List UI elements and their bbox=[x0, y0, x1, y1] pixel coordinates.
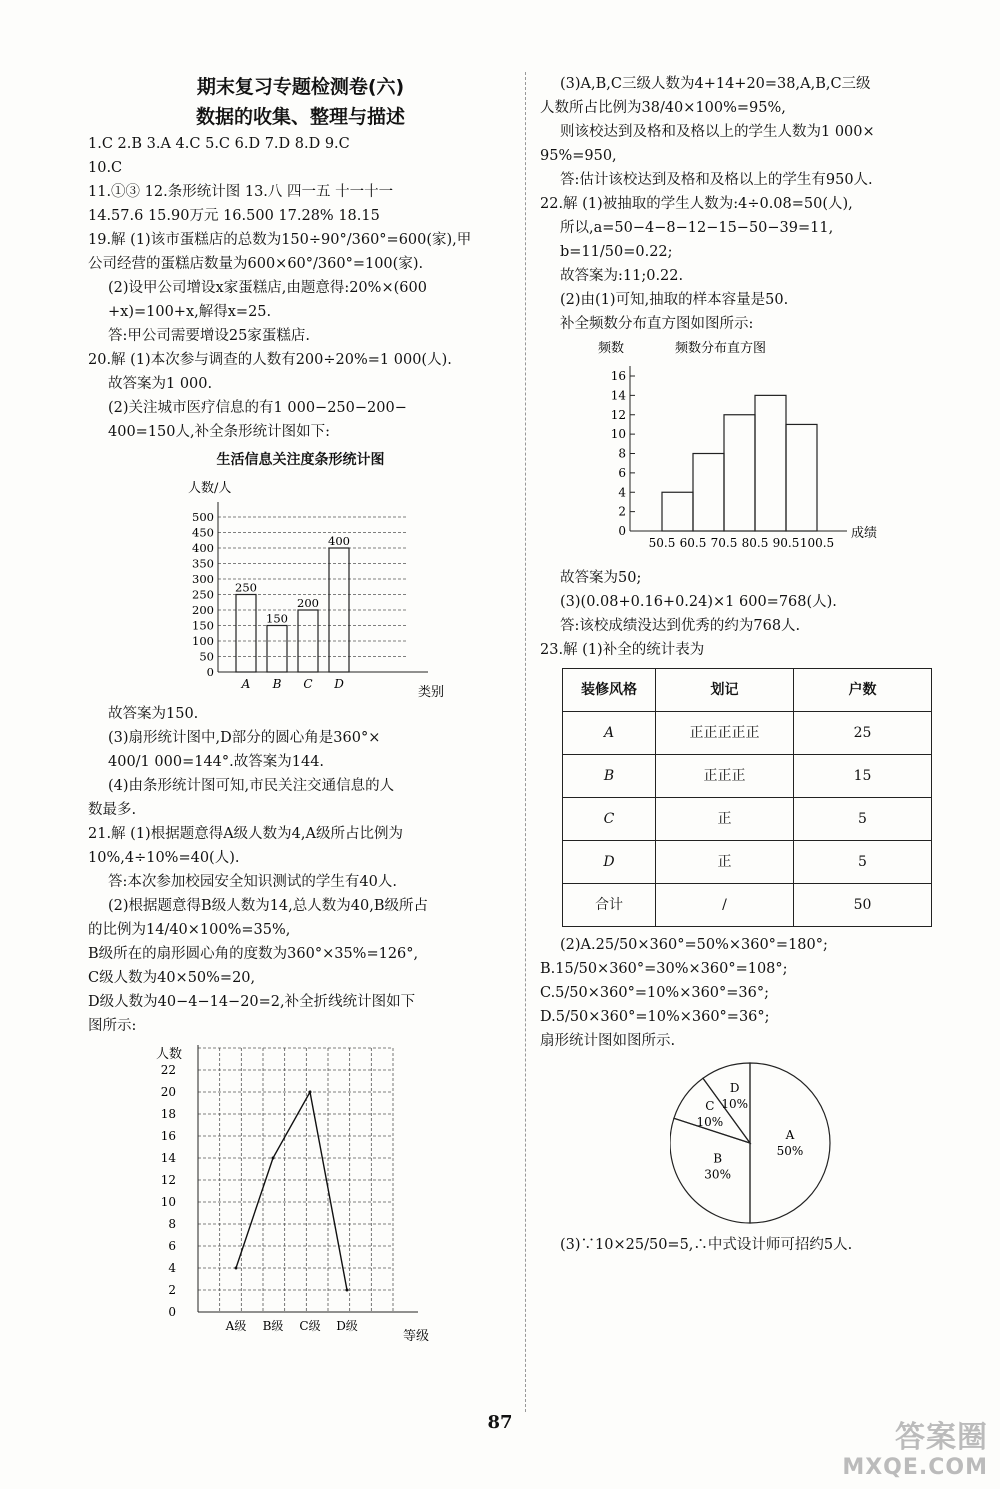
table-cell: C bbox=[563, 798, 656, 841]
text-line: b=11/50=0.22; bbox=[560, 244, 673, 260]
text-line: (3)扇形统计图中,D部分的圆心角是360°× bbox=[108, 730, 381, 746]
text-line: C.5/50×360°=10%×360°=36°; bbox=[540, 985, 770, 1001]
x-tick-label: 100.5 bbox=[799, 536, 835, 550]
table-cell: D bbox=[563, 841, 656, 884]
x-tick-label: A bbox=[241, 677, 251, 691]
table-header-row bbox=[563, 669, 932, 712]
column-divider bbox=[525, 72, 526, 1412]
left-text-block bbox=[88, 132, 513, 444]
text-line: 公司经营的蛋糕店数量为600×60°/360°=100(家). bbox=[88, 256, 424, 272]
table-body bbox=[563, 712, 932, 927]
right-text-block-2 bbox=[540, 566, 965, 662]
x-tick-label: A级 bbox=[225, 1319, 247, 1333]
histogram-bar bbox=[724, 415, 755, 531]
text-line: (2)根据题意得B级人数为14,总人数为40,B级所占 bbox=[108, 898, 428, 914]
watermark-line-1: 答案圈 bbox=[895, 1420, 988, 1455]
y-tick-label: 500 bbox=[192, 510, 214, 524]
table-cell: 正正正 bbox=[656, 755, 794, 798]
text-line: 10.C bbox=[88, 160, 123, 176]
text-line: 10%,4÷10%=40(人). bbox=[88, 850, 240, 866]
y-tick-label: 450 bbox=[192, 525, 214, 540]
bar-value-label: 250 bbox=[235, 580, 257, 595]
y-tick-label: 8 bbox=[168, 1217, 176, 1231]
text-line: 14.57.6 15.90万元 16.500 17.28% 18.15 bbox=[88, 208, 380, 224]
text-line: B级所在的扇形圆心角的度数为360°×35%=126°, bbox=[88, 946, 419, 962]
left-column bbox=[88, 72, 513, 1342]
x-tick-label: 70.5 bbox=[710, 536, 738, 550]
page-subtitle: 数据的收集、整理与描述 bbox=[195, 106, 405, 128]
text-line: (3)A,B,C三级人数为4+14+20=38,A,B,C三级 bbox=[560, 76, 871, 92]
text-line: 11.①③ 12.条形统计图 13.八 四一五 十一十一 bbox=[88, 184, 394, 200]
text-line: 答:甲公司需要增设25家蛋糕店. bbox=[108, 328, 310, 344]
y-tick-label: 300 bbox=[192, 572, 214, 586]
x-tick-label: D级 bbox=[336, 1319, 358, 1333]
text-line: 的比例为14/40×100%=35%, bbox=[88, 922, 291, 938]
y-tick-label: 250 bbox=[192, 587, 214, 602]
bar-value-label: 200 bbox=[297, 596, 319, 610]
y-axis-label: 人数 bbox=[156, 1047, 183, 1062]
histogram-bar bbox=[755, 395, 786, 531]
table-cell: 合计 bbox=[563, 884, 656, 927]
text-line: (2)关注城市医疗信息的有1 000−250−200− bbox=[108, 400, 407, 416]
bar bbox=[267, 626, 287, 673]
x-tick-label: B级 bbox=[262, 1319, 284, 1333]
table-cell: 正 bbox=[656, 798, 794, 841]
y-tick-label: 350 bbox=[192, 556, 214, 571]
text-line: 23.解 (1)补全的统计表为 bbox=[540, 642, 705, 658]
text-line: 20.解 (1)本次参与调查的人数有200÷20%=1 000(人). bbox=[88, 352, 452, 368]
text-line: 22.解 (1)被抽取的学生人数为:4÷0.08=50(人), bbox=[540, 196, 853, 212]
left-text-block-2 bbox=[88, 702, 513, 1038]
pie-label: C bbox=[705, 1098, 715, 1113]
x-tick-label: C级 bbox=[299, 1319, 321, 1333]
pie-percent: 10% bbox=[721, 1096, 749, 1111]
y-tick-label: 14 bbox=[160, 1151, 176, 1165]
table-row bbox=[563, 841, 932, 884]
text-line: C级人数为40×50%=20, bbox=[88, 970, 256, 986]
table-cell: 50 bbox=[794, 884, 932, 927]
data-point bbox=[346, 1289, 349, 1292]
table-header-cell: 装修风格 bbox=[563, 669, 656, 712]
grade-line-chart bbox=[148, 1042, 478, 1342]
y-tick-label: 18 bbox=[160, 1107, 176, 1121]
text-line: 21.解 (1)根据题意得A级人数为4,A级所占比例为 bbox=[88, 826, 403, 842]
watermark-logo bbox=[842, 1420, 988, 1483]
y-tick-label: 0 bbox=[168, 1305, 176, 1319]
table-cell: 5 bbox=[794, 798, 932, 841]
decoration-stats-table bbox=[562, 668, 932, 927]
pie-percent: 10% bbox=[696, 1114, 724, 1129]
text-line: (2)A.25/50×360°=50%×360°=180°; bbox=[560, 937, 828, 953]
y-tick-label: 8 bbox=[618, 446, 626, 461]
pie-label: B bbox=[713, 1151, 723, 1166]
table-row bbox=[563, 798, 932, 841]
table-row bbox=[563, 712, 932, 755]
y-tick-label: 0 bbox=[618, 524, 626, 538]
pie-percent: 50% bbox=[776, 1144, 804, 1158]
text-line: (3)∵10×25/50=5,∴中式设计师可招约5人. bbox=[560, 1237, 853, 1253]
series-line bbox=[236, 1092, 347, 1290]
text-line: 答:该校成绩没达到优秀的约为768人. bbox=[560, 618, 801, 634]
text-line: (4)由条形统计图可知,市民关注交通信息的人 bbox=[108, 778, 395, 794]
text-line: D级人数为40−4−14−20=2,补全折线统计图如下 bbox=[88, 994, 416, 1010]
y-tick-label: 10 bbox=[610, 427, 626, 442]
text-line: 1.C 2.B 3.A 4.C 5.C 6.D 7.D 8.D 9.C bbox=[88, 136, 350, 152]
style-pie-chart bbox=[670, 1053, 870, 1233]
y-tick-label: 4 bbox=[618, 485, 626, 500]
right-text-block-4 bbox=[540, 1233, 965, 1257]
y-tick-label: 12 bbox=[610, 407, 626, 422]
page-title: 期末复习专题检测卷(六) bbox=[196, 76, 405, 98]
x-tick-label: D bbox=[334, 677, 344, 691]
x-tick-label: 60.5 bbox=[679, 536, 707, 550]
y-tick-label: 6 bbox=[168, 1239, 176, 1253]
x-axis-label: 类别 bbox=[418, 685, 445, 700]
y-tick-label: 0 bbox=[206, 665, 214, 679]
y-tick-label: 150 bbox=[192, 618, 214, 633]
pie-slice bbox=[750, 1063, 830, 1223]
text-line: 故答案为1 000. bbox=[108, 376, 213, 392]
text-line: 所以,a=50−4−8−12−15−50−39=11, bbox=[560, 220, 834, 236]
y-tick-label: 16 bbox=[610, 369, 626, 383]
table-header-cell: 户数 bbox=[794, 669, 932, 712]
text-line: 图所示: bbox=[88, 1018, 137, 1034]
text-line: 400/1 000=144°.故答案为144. bbox=[108, 754, 325, 770]
pie-label: A bbox=[785, 1128, 795, 1142]
bar-value-label: 150 bbox=[266, 611, 288, 626]
y-tick-label: 400 bbox=[192, 541, 214, 555]
y-tick-label: 2 bbox=[618, 504, 626, 519]
y-tick-label: 2 bbox=[168, 1283, 176, 1297]
text-line: 故答案为150. bbox=[108, 706, 199, 722]
y-tick-label: 50 bbox=[199, 649, 214, 664]
table-row bbox=[563, 884, 932, 927]
text-line: (2)设甲公司增设x家蛋糕店,由题意得:20%×(600 bbox=[108, 280, 427, 296]
right-text-block bbox=[540, 72, 965, 336]
x-axis-label: 等级 bbox=[403, 1329, 430, 1342]
x-tick-label: C bbox=[303, 677, 313, 691]
page-number: 87 bbox=[487, 1412, 513, 1433]
y-axis-label: 频数 bbox=[598, 341, 625, 356]
x-tick-label: 90.5 bbox=[772, 536, 800, 550]
y-tick-label: 14 bbox=[610, 388, 626, 403]
text-line: 400=150人,补全条形统计图如下: bbox=[108, 424, 330, 440]
histogram-bar bbox=[693, 454, 724, 532]
y-tick-label: 6 bbox=[618, 465, 626, 480]
data-point bbox=[272, 1157, 275, 1160]
y-tick-label: 12 bbox=[160, 1173, 176, 1187]
text-line: 答:本次参加校园安全知识测试的学生有40人. bbox=[108, 874, 397, 890]
x-tick-label: 80.5 bbox=[741, 536, 769, 550]
watermark-line-2: MXQE.COM bbox=[842, 1455, 988, 1480]
data-point bbox=[309, 1091, 312, 1094]
y-axis-label: 人数/人 bbox=[188, 481, 232, 496]
histogram-title: 频数分布直方图 bbox=[675, 341, 767, 356]
table-cell: 15 bbox=[794, 755, 932, 798]
text-line: 则该校达到及格和及格以上的学生人数为1 000× bbox=[560, 124, 875, 140]
bar-chart-title: 生活信息关注度条形统计图 bbox=[216, 452, 385, 468]
data-point bbox=[235, 1267, 238, 1270]
y-tick-label: 16 bbox=[160, 1129, 176, 1143]
frequency-histogram bbox=[580, 336, 900, 566]
text-line: 数最多. bbox=[88, 802, 137, 818]
y-tick-label: 100 bbox=[192, 634, 214, 648]
table-cell: 25 bbox=[794, 712, 932, 755]
bar bbox=[236, 595, 256, 673]
text-line: (2)由(1)可知,抽取的样本容量是50. bbox=[560, 292, 789, 308]
attention-bar-chart bbox=[158, 472, 458, 702]
x-tick-label: B bbox=[272, 677, 282, 691]
text-line: D.5/50×360°=10%×360°=36°; bbox=[540, 1009, 770, 1025]
text-line: 故答案为50; bbox=[560, 570, 642, 586]
table-header-cell: 划记 bbox=[656, 669, 794, 712]
pie-percent: 30% bbox=[704, 1167, 731, 1182]
text-line: 答:估计该校达到及格和及格以上的学生有950人. bbox=[560, 172, 873, 188]
histogram-bar bbox=[786, 424, 817, 531]
bar-value-label: 400 bbox=[328, 534, 350, 548]
text-line: 95%=950, bbox=[540, 148, 617, 164]
right-text-block-3 bbox=[540, 933, 965, 1053]
text-line: 故答案为:11;0.22. bbox=[560, 268, 684, 284]
y-tick-label: 20 bbox=[160, 1085, 176, 1099]
pie-label: D bbox=[729, 1080, 740, 1095]
table-cell: 5 bbox=[794, 841, 932, 884]
y-tick-label: 4 bbox=[168, 1261, 176, 1275]
table-row bbox=[563, 755, 932, 798]
text-line: 扇形统计图如图所示. bbox=[540, 1033, 676, 1049]
x-axis-label: 成绩 bbox=[851, 526, 878, 541]
y-tick-label: 22 bbox=[160, 1063, 176, 1077]
text-line: B.15/50×360°=30%×360°=108°; bbox=[540, 961, 788, 977]
y-tick-label: 10 bbox=[160, 1195, 176, 1209]
text-line: 19.解 (1)该市蛋糕店的总数为150÷90°/360°=600(家),甲 bbox=[88, 232, 472, 248]
text-line: 补全频数分布直方图如图所示: bbox=[560, 316, 754, 332]
x-tick-label: 50.5 bbox=[648, 536, 676, 550]
table-cell: A bbox=[563, 712, 656, 755]
table-cell: / bbox=[656, 884, 794, 927]
table-cell: 正 bbox=[656, 841, 794, 884]
text-line: (3)(0.08+0.16+0.24)×1 600=768(人). bbox=[560, 594, 837, 610]
table-cell: B bbox=[563, 755, 656, 798]
table-cell: 正正正正正 bbox=[656, 712, 794, 755]
histogram-bar bbox=[662, 492, 693, 531]
right-column bbox=[540, 72, 965, 1257]
text-line: 人数所占比例为38/40×100%=95%, bbox=[540, 100, 786, 116]
y-tick-label: 200 bbox=[192, 603, 214, 617]
text-line: +x)=100+x,解得x=25. bbox=[108, 304, 272, 320]
